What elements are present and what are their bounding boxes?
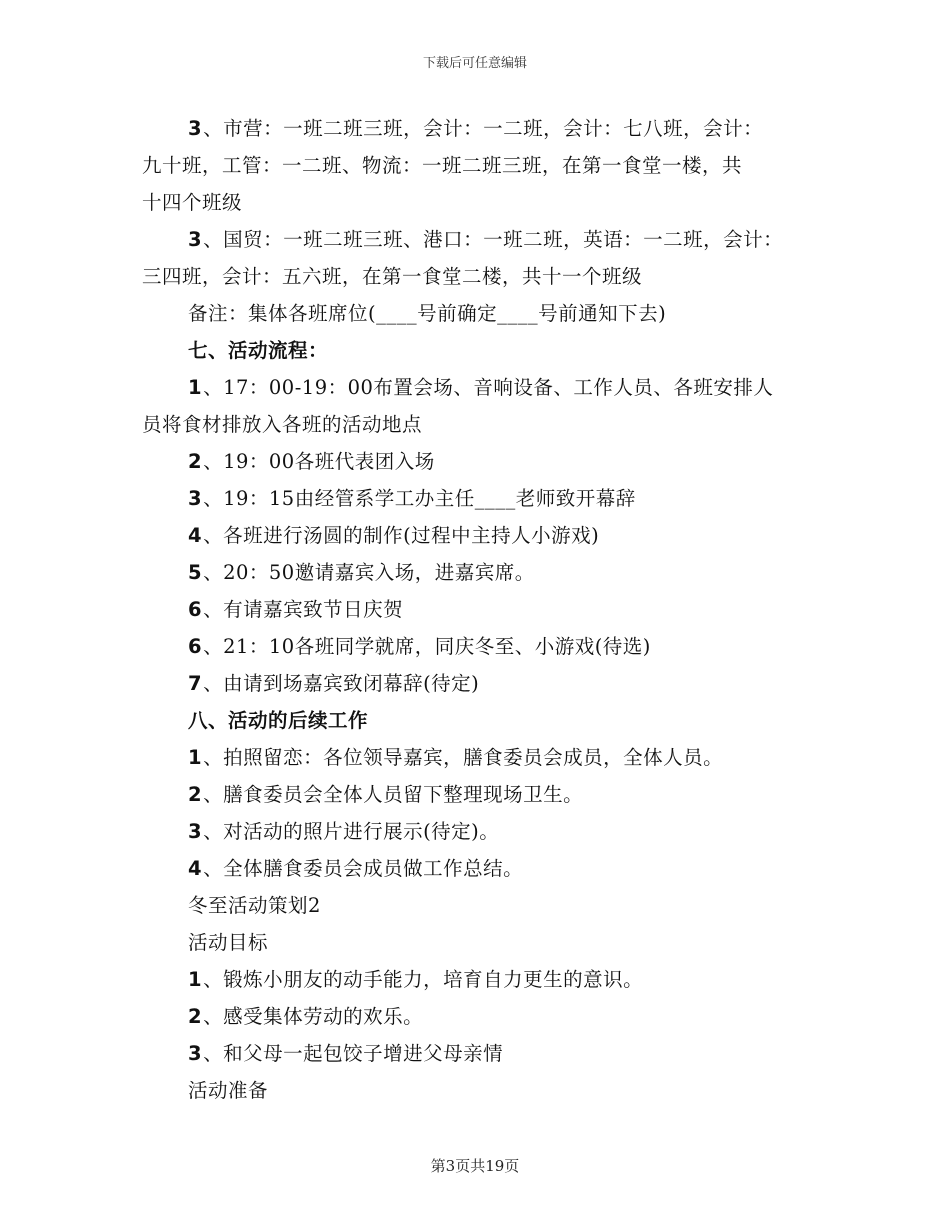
line-text: 活动目标 bbox=[188, 931, 269, 954]
list-number: 2 bbox=[188, 783, 203, 806]
list-number: 2 bbox=[188, 1005, 203, 1028]
line-text: 、各班进行汤圆的制作(过程中主持人小游戏) bbox=[203, 524, 600, 547]
line-text: 活动准备 bbox=[188, 1079, 269, 1102]
line-text: 、国贸：一班二班三班、港口：一班二班，英语：一二班，会计： bbox=[203, 228, 784, 251]
list-number: 1 bbox=[188, 376, 203, 399]
paragraph-line bbox=[142, 850, 822, 887]
paragraph-line bbox=[142, 628, 822, 665]
paragraph-line bbox=[142, 184, 822, 221]
list-number: 1 bbox=[188, 746, 203, 769]
line-text: 、拍照留恋：各位领导嘉宾，膳食委员会成员，全体人员。 bbox=[203, 746, 724, 769]
paragraph-line bbox=[142, 961, 822, 998]
document-body bbox=[142, 110, 822, 1109]
paragraph-line bbox=[142, 480, 822, 517]
paragraph-line bbox=[142, 443, 822, 480]
list-number: 3 bbox=[188, 117, 203, 140]
page-footer: 第3页共19页 bbox=[430, 1157, 520, 1175]
line-text: 、有请嘉宾致节日庆贺 bbox=[203, 598, 404, 621]
list-number: 4 bbox=[188, 857, 203, 880]
paragraph-line bbox=[142, 406, 822, 443]
paragraph-line bbox=[142, 295, 822, 332]
paragraph-line bbox=[142, 665, 822, 702]
paragraph-line bbox=[142, 924, 822, 961]
line-text: 、21：10各班同学就席，同庆冬至、小游戏(待选) bbox=[203, 635, 651, 658]
line-text: 冬至活动策划2 bbox=[188, 894, 321, 917]
list-number: 3 bbox=[188, 487, 203, 510]
list-number: 6 bbox=[188, 635, 203, 658]
paragraph-line bbox=[142, 776, 822, 813]
line-text: 、由请到场嘉宾致闭幕辞(待定) bbox=[203, 672, 480, 695]
section-heading bbox=[142, 332, 822, 369]
paragraph-line bbox=[142, 1072, 822, 1109]
page-header: 下载后可任意编辑 bbox=[422, 56, 527, 71]
list-number: 7 bbox=[188, 672, 203, 695]
line-text: 、全体膳食委员会成员做工作总结。 bbox=[203, 857, 524, 880]
paragraph-line bbox=[142, 258, 822, 295]
line-text: 、17：00-19：00布置会场、音响设备、工作人员、各班安排人 bbox=[203, 376, 774, 399]
list-number: 5 bbox=[188, 561, 203, 584]
list-number: 3 bbox=[188, 228, 203, 251]
line-text: 、和父母一起包饺子增进父母亲情 bbox=[203, 1042, 504, 1065]
list-number: 3 bbox=[188, 820, 203, 843]
list-number: 4 bbox=[188, 524, 203, 547]
paragraph-line bbox=[142, 147, 822, 184]
line-text: 、感受集体劳动的欢乐。 bbox=[203, 1005, 424, 1028]
line-text: 、市营：一班二班三班，会计：一二班，会计：七八班，会计： bbox=[203, 117, 764, 140]
list-number: 1 bbox=[188, 968, 203, 991]
line-text: 八、活动的后续工作 bbox=[188, 709, 369, 732]
line-text: 十四个班级 bbox=[142, 191, 243, 214]
paragraph-line bbox=[142, 1035, 822, 1072]
line-text: 员将食材排放入各班的活动地点 bbox=[142, 413, 423, 436]
line-text: 七、活动流程： bbox=[188, 339, 329, 362]
line-text: 九十班，工管：一二班、物流：一班二班三班，在第一食堂一楼，共 bbox=[142, 154, 743, 177]
paragraph-line bbox=[142, 554, 822, 591]
paragraph-line bbox=[142, 591, 822, 628]
line-text: 备注：集体各班席位(____号前确定____号前通知下去) bbox=[188, 302, 667, 325]
paragraph-line bbox=[142, 221, 822, 258]
paragraph-line bbox=[142, 998, 822, 1035]
line-text: 、对活动的照片进行展示(待定)。 bbox=[203, 820, 500, 843]
line-text: 、锻炼小朋友的动手能力，培育自力更生的意识。 bbox=[203, 968, 644, 991]
paragraph-line bbox=[142, 369, 822, 406]
paragraph-line bbox=[142, 110, 822, 147]
line-text: 、20：50邀请嘉宾入场，进嘉宾席。 bbox=[203, 561, 535, 584]
paragraph-line bbox=[142, 887, 822, 924]
paragraph-line bbox=[142, 813, 822, 850]
list-number: 2 bbox=[188, 450, 203, 473]
list-number: 3 bbox=[188, 1042, 203, 1065]
paragraph-line bbox=[142, 739, 822, 776]
line-text: 、19：00各班代表团入场 bbox=[203, 450, 435, 473]
line-text: 三四班，会计：五六班，在第一食堂二楼，共十一个班级 bbox=[142, 265, 643, 288]
line-text: 、膳食委员会全体人员留下整理现场卫生。 bbox=[203, 783, 584, 806]
line-text: 、19：15由经管系学工办主任____老师致开幕辞 bbox=[203, 487, 636, 510]
list-number: 6 bbox=[188, 598, 203, 621]
paragraph-line bbox=[142, 517, 822, 554]
section-heading bbox=[142, 702, 822, 739]
